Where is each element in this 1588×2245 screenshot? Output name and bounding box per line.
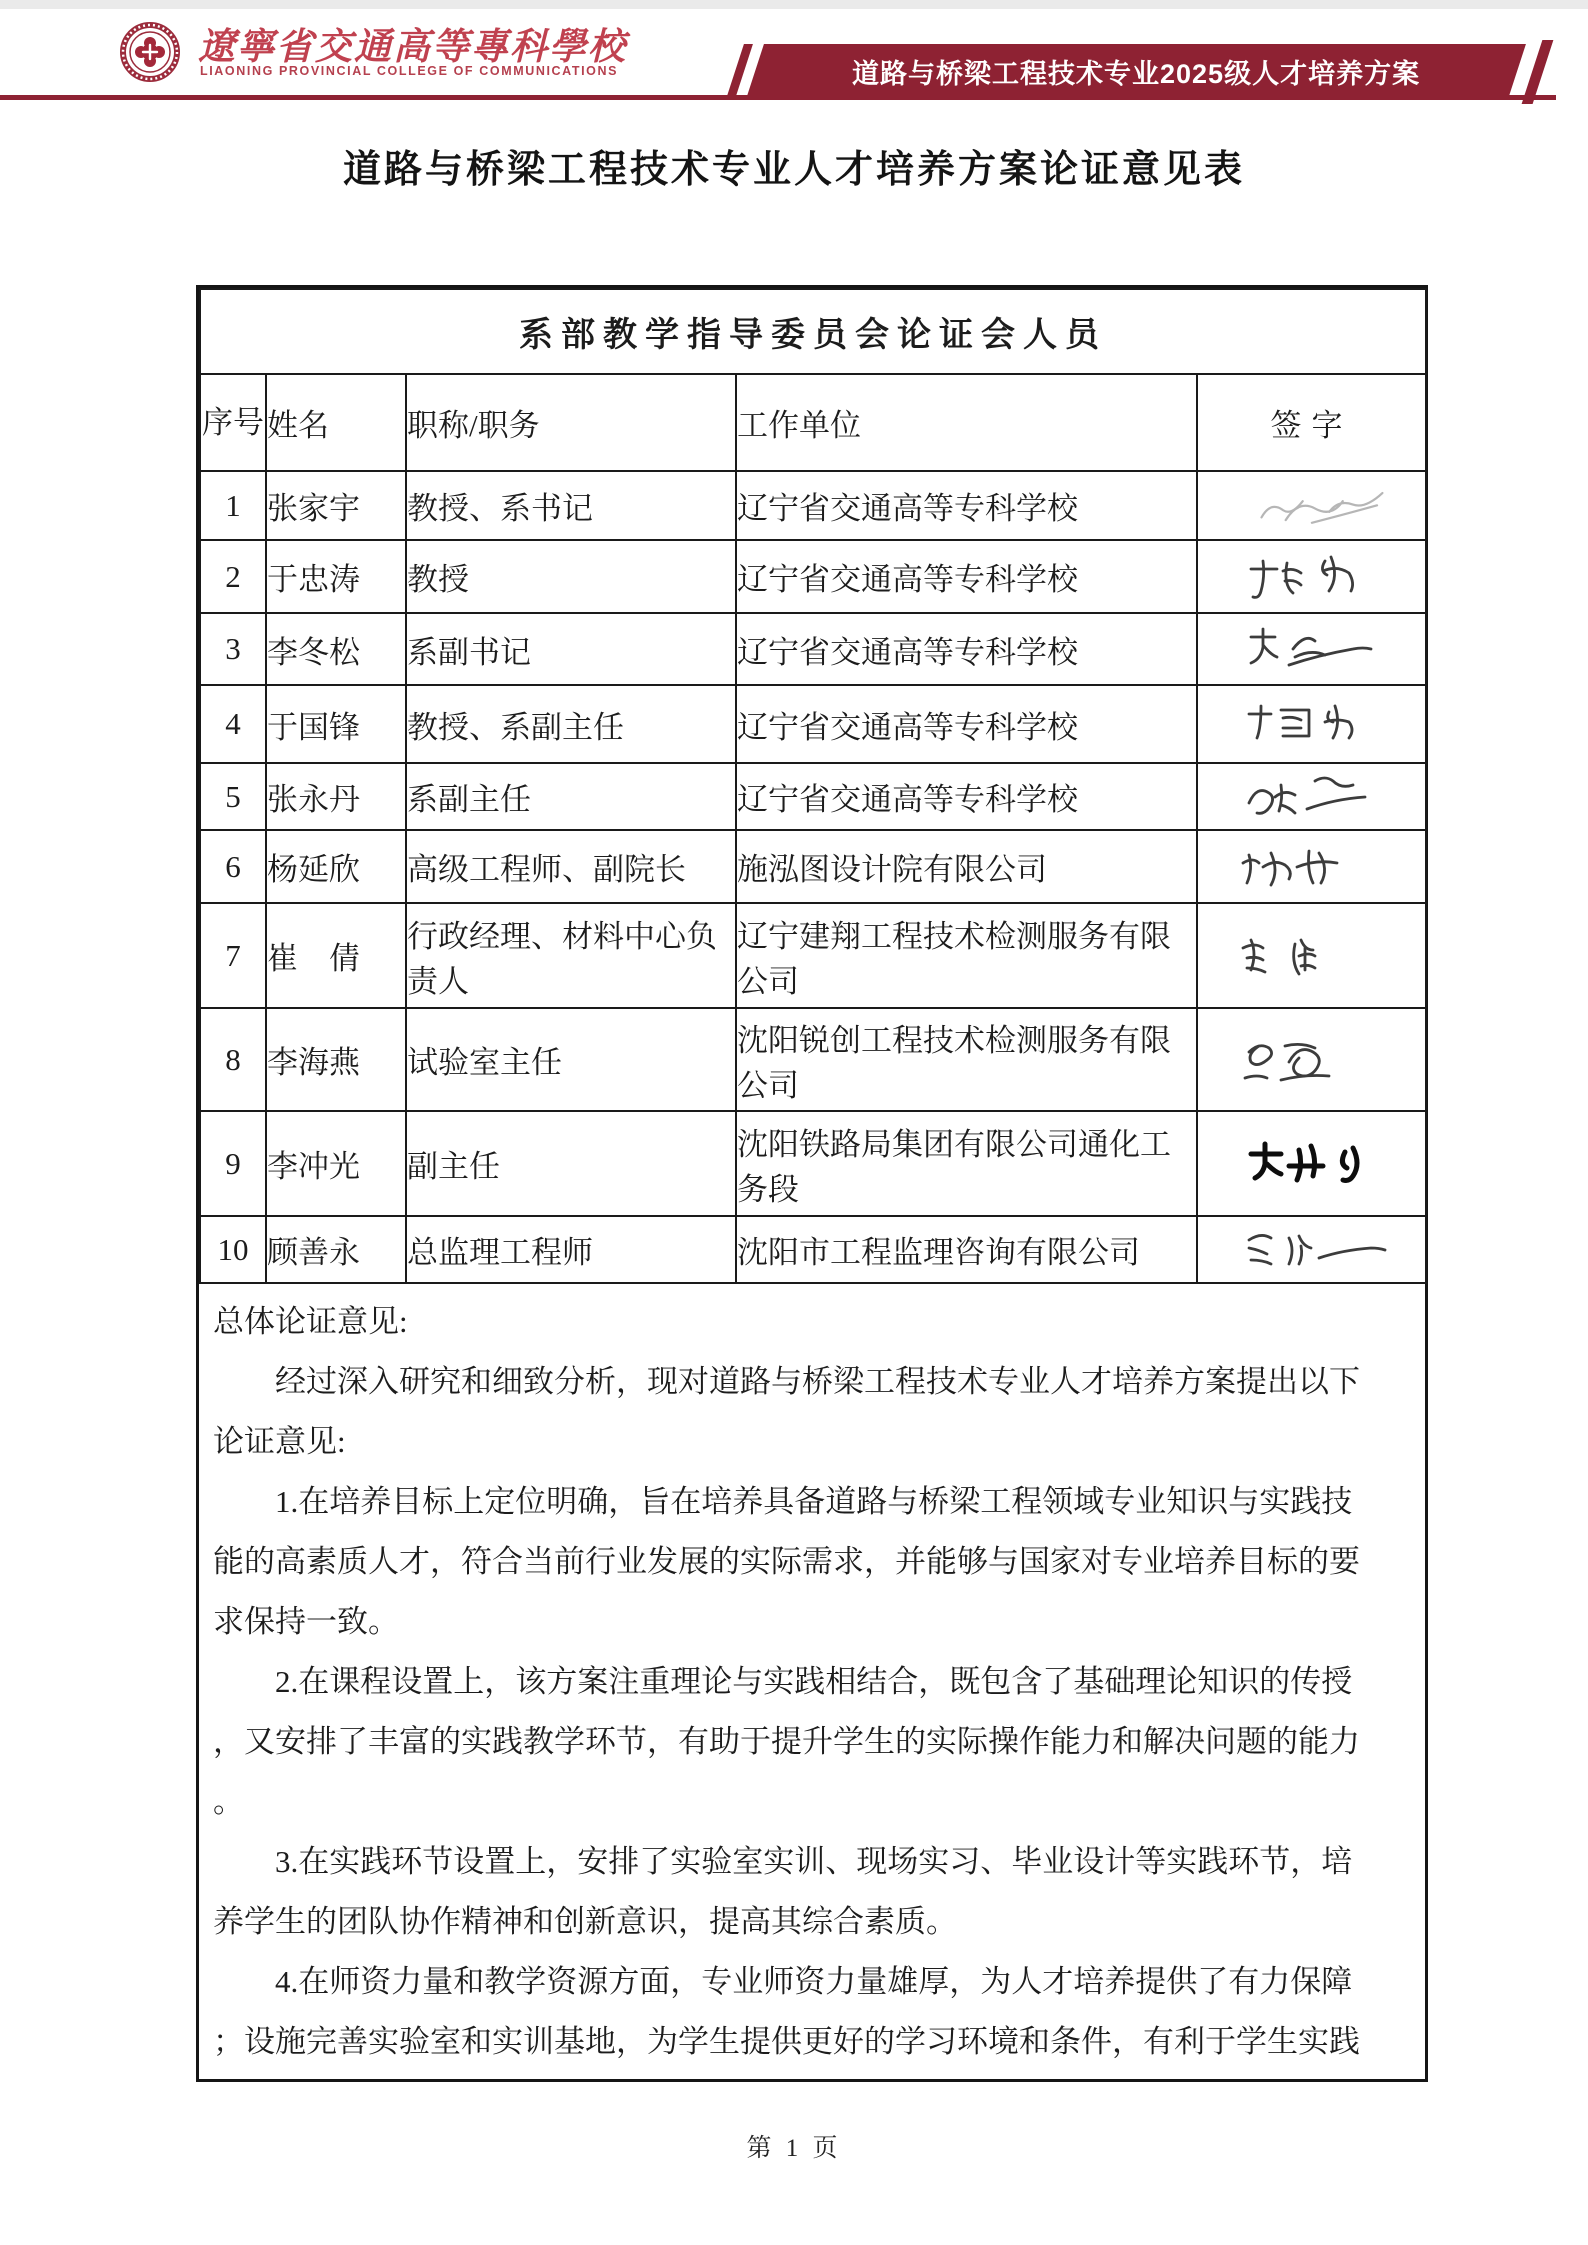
page-header [0, 0, 1588, 110]
opinion-line-13: ；设施完善实验室和实训基地，为学生提供更好的学习环境和条件，有利于学生实践 [213, 2024, 1360, 2059]
header-banner [746, 44, 1526, 99]
member-title: 副主任 [406, 1111, 736, 1216]
member-title: 教授、系副主任 [406, 685, 736, 763]
member-row-7 [200, 903, 1426, 1008]
member-name: 李冬松 [266, 613, 406, 685]
member-row-1 [200, 471, 1426, 540]
member-no: 8 [200, 1008, 266, 1111]
opinion-line-10: 3.在实践环节设置上，安排了实验室实训、现场实习、毕业设计等实践环节，培 [213, 1844, 1353, 1879]
member-signature-cell [1197, 1111, 1426, 1216]
member-no: 6 [200, 830, 266, 903]
member-row-3 [200, 613, 1426, 685]
signature-image-于忠涛 [1237, 549, 1387, 605]
member-unit: 辽宁建翔工程技术检测服务有限公司 [736, 903, 1197, 1008]
opinion-line-7: 2.在课程设置上，该方案注重理论与实践相结合，既包含了基础理论知识的传授 [213, 1664, 1353, 1699]
signature-image-顾善永 [1237, 1222, 1387, 1278]
table-section-title-row [200, 289, 1426, 374]
column-header-title: 职称/职务 [406, 374, 736, 471]
member-name: 于国锋 [266, 685, 406, 763]
school-name-calligraphy: 遼寧省交通高等專科學校 [198, 27, 627, 68]
opinion-form-box [196, 285, 1428, 2082]
member-no: 1 [200, 471, 266, 540]
committee-table [199, 288, 1427, 1284]
opinion-line-8: ，又安排了丰富的实践教学环节，有助于提升学生的实际操作能力和解决问题的能力 [213, 1724, 1360, 1759]
member-signature-cell [1197, 763, 1426, 830]
opinion-line-4: 1.在培养目标上定位明确，旨在培养具备道路与桥梁工程领域专业知识与实践技 [213, 1484, 1353, 1519]
member-no: 3 [200, 613, 266, 685]
column-header-signature: 签字 [1197, 374, 1426, 471]
member-name: 顾善永 [266, 1216, 406, 1283]
member-name: 崔 倩 [266, 903, 406, 1008]
member-no: 10 [200, 1216, 266, 1283]
member-title: 总监理工程师 [406, 1216, 736, 1283]
member-signature-cell [1197, 540, 1426, 613]
opinion-line-6: 求保持一致。 [213, 1604, 399, 1639]
member-name: 张家宇 [266, 471, 406, 540]
member-name: 杨延欣 [266, 830, 406, 903]
opinion-line-5: 能的高素质人才，符合当前行业发展的实际需求，并能够与国家对专业培养目标的要 [213, 1544, 1360, 1579]
member-name: 李冲光 [266, 1111, 406, 1216]
signature-image-李冲光 [1237, 1136, 1387, 1192]
member-row-8 [200, 1008, 1426, 1111]
opinion-line-11: 养学生的团队协作精神和创新意识，提高其综合素质。 [213, 1904, 957, 1939]
member-title: 教授 [406, 540, 736, 613]
member-no: 7 [200, 903, 266, 1008]
member-unit: 辽宁省交通高等专科学校 [736, 540, 1197, 613]
member-unit: 沈阳铁路局集团有限公司通化工务段 [736, 1111, 1197, 1216]
school-seal-logo [120, 22, 180, 82]
member-row-9 [200, 1111, 1426, 1216]
document-title: 道路与桥梁工程技术专业人才培养方案论证意见表 [342, 149, 1245, 191]
school-name-english: LIAONING PROVINCIAL COLLEGE OF COMMUNICATIONS [200, 64, 619, 78]
member-title: 系副主任 [406, 763, 736, 830]
member-signature-cell [1197, 903, 1426, 1008]
page-number: 第 1 页 [746, 2135, 842, 2162]
member-row-10 [200, 1216, 1426, 1283]
opinion-line-12: 4.在师资力量和教学资源方面，专业师资力量雄厚，为人才培养提供了有力保障 [213, 1964, 1353, 1999]
signature-image-杨延欣 [1237, 839, 1387, 895]
member-no: 9 [200, 1111, 266, 1216]
opinion-line-9: 。 [213, 1784, 244, 1819]
member-title: 试验室主任 [406, 1008, 736, 1111]
signature-image-于国锋 [1237, 696, 1387, 752]
table-header-row [200, 374, 1426, 471]
member-name: 于忠涛 [266, 540, 406, 613]
member-no: 2 [200, 540, 266, 613]
signature-image-李冬松 [1237, 621, 1387, 677]
signature-image-张永丹 [1237, 769, 1387, 825]
member-unit: 辽宁省交通高等专科学校 [736, 471, 1197, 540]
opinion-line-3: 论证意见: [213, 1424, 346, 1459]
signature-image-张家宇 [1249, 474, 1402, 538]
member-signature-cell [1197, 830, 1426, 903]
member-row-2 [200, 540, 1426, 613]
member-unit: 沈阳锐创工程技术检测服务有限公司 [736, 1008, 1197, 1111]
member-name: 张永丹 [266, 763, 406, 830]
overall-opinion-section [199, 1284, 1425, 2079]
member-no: 5 [200, 763, 266, 830]
member-title: 高级工程师、副院长 [406, 830, 736, 903]
member-row-5 [200, 763, 1426, 830]
member-unit: 辽宁省交通高等专科学校 [736, 763, 1197, 830]
signature-image-李海燕 [1237, 1032, 1387, 1088]
member-unit: 沈阳市工程监理咨询有限公司 [736, 1216, 1197, 1283]
school-seal-icon [120, 22, 180, 82]
member-signature-cell [1197, 685, 1426, 763]
banner-text: 道路与桥梁工程技术专业2025级人才培养方案 [851, 59, 1421, 89]
member-title: 行政经理、材料中心负责人 [406, 903, 736, 1008]
member-row-4 [200, 685, 1426, 763]
member-unit: 辽宁省交通高等专科学校 [736, 685, 1197, 763]
member-signature-cell [1197, 1008, 1426, 1111]
member-name: 李海燕 [266, 1008, 406, 1111]
member-signature-cell [1197, 613, 1426, 685]
opinion-line-1: 总体论证意见: [213, 1304, 408, 1339]
opinion-line-2: 经过深入研究和细致分析，现对道路与桥梁工程技术专业人才培养方案提出以下 [213, 1364, 1360, 1399]
signature-image-崔倩 [1237, 928, 1387, 984]
member-row-6 [200, 830, 1426, 903]
member-unit: 辽宁省交通高等专科学校 [736, 613, 1197, 685]
member-signature-cell [1197, 471, 1426, 540]
member-title: 系副书记 [406, 613, 736, 685]
member-unit: 施泓图设计院有限公司 [736, 830, 1197, 903]
table-section-title: 系部教学指导委员会论证会人员 [200, 289, 1426, 374]
member-no: 4 [200, 685, 266, 763]
column-header-no: 序号 [200, 374, 266, 471]
column-header-name: 姓名 [266, 374, 406, 471]
member-title: 教授、系书记 [406, 471, 736, 540]
column-header-unit: 工作单位 [736, 374, 1197, 471]
member-signature-cell [1197, 1216, 1426, 1283]
